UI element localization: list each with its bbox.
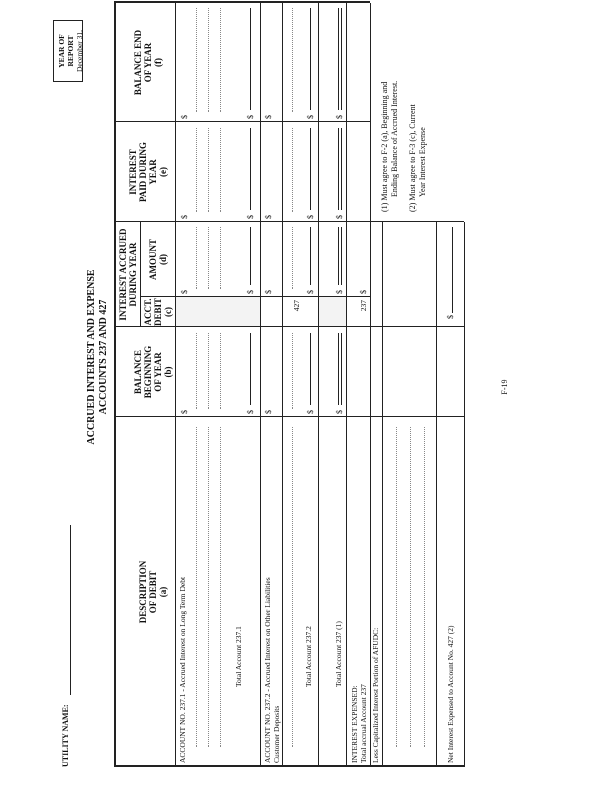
- utility-name-field[interactable]: [70, 525, 71, 695]
- entry-line[interactable]: [424, 427, 425, 747]
- dollar-sign: $: [306, 115, 315, 119]
- row-label-customer-deposits: Customer Deposits: [272, 705, 281, 763]
- row-rule-237-2: [260, 3, 261, 767]
- dollar-sign: $: [359, 290, 368, 294]
- page-number: F-19: [500, 379, 509, 395]
- entry-line[interactable]: [220, 333, 221, 409]
- entry-line[interactable]: [292, 227, 293, 289]
- row-rule-less-capitalized: [382, 222, 383, 767]
- row-label-total-237: Total Account 237 (1): [334, 621, 343, 687]
- dollar-sign: $: [306, 215, 315, 219]
- entry-line[interactable]: [208, 227, 209, 289]
- row-rule-total-237-2: [282, 3, 283, 767]
- dollar-sign: $: [180, 410, 189, 414]
- total-underline: [310, 8, 311, 110]
- row-rule-total-237: [318, 3, 319, 767]
- total-underline: [341, 333, 342, 405]
- dollar-sign: $: [246, 290, 255, 294]
- dollar-sign: $: [246, 410, 255, 414]
- table-lower-bottom-border: [464, 222, 465, 767]
- row-label-interest-expensed: INTEREST EXPENSED:: [350, 685, 359, 763]
- interest-accrued-group-header: INTEREST ACCRUED DURING YEAR: [118, 228, 138, 321]
- dollar-sign: $: [180, 215, 189, 219]
- entry-line[interactable]: [292, 128, 293, 212]
- entry-line[interactable]: [220, 227, 221, 289]
- total-underline: [250, 128, 251, 210]
- col-c-header: ACCT. DEBIT (c): [143, 298, 173, 327]
- dollar-sign: $: [446, 315, 455, 319]
- total-underline: [338, 8, 339, 110]
- row-label-total-237-2: Total Account 237.2: [304, 626, 313, 687]
- row-label-237-1: ACCOUNT NO. 237.1 - Accrued Interest on Long Term Debt: [178, 576, 187, 763]
- note-1-line-1: (1) Must agree to F-2 (a), Beginning and: [380, 81, 389, 212]
- total-underline: [341, 227, 342, 285]
- year-of-report-box: [53, 20, 83, 82]
- note-2-line-2: Year Interest Expense: [418, 127, 427, 197]
- dollar-sign: $: [335, 115, 344, 119]
- total-underline: [341, 8, 342, 110]
- table-top-border: [114, 3, 116, 767]
- form-title: ACCRUED INTEREST AND EXPENSE: [86, 269, 97, 445]
- row-rule-interest-expensed: [346, 3, 347, 767]
- entry-line[interactable]: [208, 333, 209, 409]
- form-subtitle: ACCOUNTS 237 AND 427: [98, 299, 109, 415]
- total-underline: [338, 128, 339, 210]
- entry-line[interactable]: [196, 227, 197, 289]
- entry-line[interactable]: [196, 8, 197, 112]
- entry-line[interactable]: [196, 333, 197, 409]
- entry-line[interactable]: [220, 128, 221, 212]
- entry-line[interactable]: [208, 128, 209, 212]
- entry-line[interactable]: [208, 8, 209, 112]
- col-d-header: AMOUNT (d): [148, 239, 168, 280]
- group-header-rule: [140, 222, 141, 327]
- utility-name-label: UTILITY NAME:: [61, 704, 70, 767]
- row-label-less-capitalized: Less Capitalized Interest Portion of AFUDC:: [371, 627, 380, 763]
- row-label-total-237-1: Total Account 237.1: [234, 626, 243, 687]
- blocked-cell: [176, 297, 260, 326]
- total-underline: [338, 333, 339, 405]
- lower-right-border: [370, 221, 464, 222]
- total-underline: [310, 128, 311, 210]
- entry-line[interactable]: [292, 8, 293, 112]
- entry-line[interactable]: [292, 333, 293, 409]
- row-label-net-interest: Net Interest Expensed to Account No. 427 (2): [446, 625, 455, 763]
- dollar-sign: $: [335, 410, 344, 414]
- total-underline: [250, 333, 251, 405]
- total-underline: [250, 227, 251, 285]
- col-e-header: INTEREST PAID DURING YEAR (e): [128, 141, 168, 203]
- dollar-sign: $: [180, 290, 189, 294]
- entry-line[interactable]: [208, 427, 209, 747]
- dollar-sign: $: [306, 290, 315, 294]
- note-1-line-2: Ending Balance of Accrued Interest.: [390, 80, 399, 197]
- dollar-sign: $: [246, 215, 255, 219]
- entry-line[interactable]: [196, 128, 197, 212]
- col-b-header: BALANCE BEGINNING OF YEAR (b): [133, 345, 173, 399]
- total-underline: [452, 227, 453, 313]
- dollar-sign: $: [306, 410, 315, 414]
- note-2-line-1: (2) Must agree to F-3 (c), Current: [408, 104, 417, 212]
- total-underline: [310, 333, 311, 405]
- year-box-value[interactable]: December 31,: [75, 29, 84, 73]
- blocked-cell: [319, 297, 346, 326]
- entry-line[interactable]: [220, 8, 221, 112]
- header-bottom-rule: [175, 3, 176, 767]
- acct-code-427: 427: [292, 300, 301, 312]
- entry-line[interactable]: [292, 427, 293, 747]
- table-left-border: [114, 766, 464, 768]
- year-box-title: YEAR OF REPORT: [57, 34, 75, 68]
- dollar-sign: $: [264, 115, 273, 119]
- entry-line[interactable]: [196, 427, 197, 747]
- col-f-header: BALANCE END OF YEAR (f): [133, 29, 163, 96]
- acct-code-237: 237: [359, 300, 368, 312]
- col-a-header: DESCRIPTION OF DEBIT (a): [138, 560, 168, 624]
- total-underline: [341, 128, 342, 210]
- dollar-sign: $: [264, 290, 273, 294]
- row-label-total-accrual: Total accrual Account 237: [359, 684, 368, 763]
- total-underline: [338, 227, 339, 285]
- entry-line[interactable]: [396, 427, 397, 747]
- dollar-sign: $: [246, 115, 255, 119]
- row-label-237-2: ACCOUNT NO. 237.2 - Accrued Interest on Other Liabilities: [263, 577, 272, 763]
- total-underline: [250, 8, 251, 110]
- dollar-sign: $: [264, 410, 273, 414]
- entry-line[interactable]: [410, 427, 411, 747]
- dollar-sign: $: [335, 215, 344, 219]
- dollar-sign: $: [180, 115, 189, 119]
- total-underline: [310, 227, 311, 285]
- dollar-sign: $: [264, 215, 273, 219]
- dollar-sign: $: [335, 290, 344, 294]
- row-rule-net-interest: [436, 222, 437, 767]
- entry-line[interactable]: [220, 427, 221, 747]
